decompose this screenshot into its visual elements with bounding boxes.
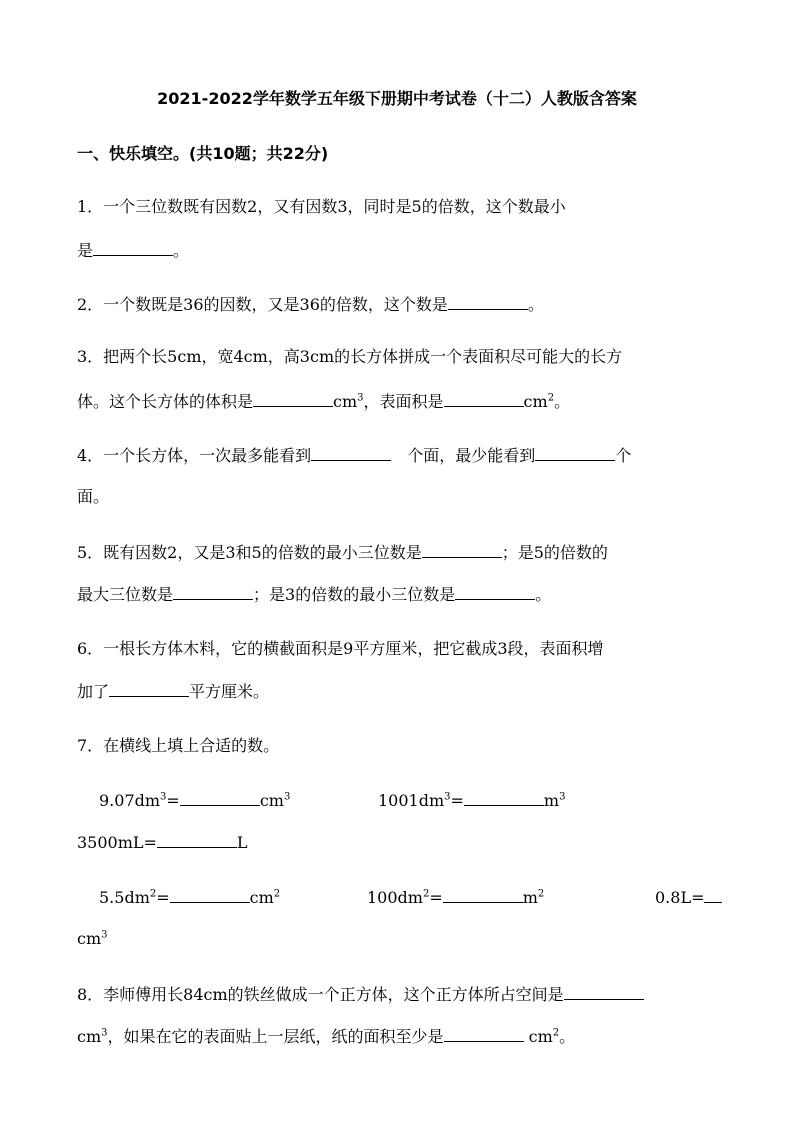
answer-blank[interactable] [170,886,250,903]
answer-blank[interactable] [180,789,260,806]
answer-blank[interactable] [109,680,189,697]
answer-blank[interactable] [157,831,237,848]
answer-blank[interactable] [311,444,391,461]
conversion-2: $1001dm^3= m^3$ [378,791,566,810]
question-5-cont: 最大三位数是 ；是3的倍数的最小三位数是 。 [77,585,552,604]
conversion-4: $5.5dm^2= cm^2$ [99,888,281,907]
question-2: 2．一个数既是36的因数，又是36的倍数，这个数是 。 [77,295,544,314]
answer-blank[interactable] [443,886,523,903]
page-title: 2021-2022学年数学五年级下册期中考试卷（十二）人教版含答案 [157,89,637,108]
section-heading: 一、快乐填空。(共10题；共22分) [77,144,329,163]
question-6: 6．一根长方体木料，它的横截面积是9平方厘米，把它截成3段，表面积增 [77,639,604,658]
answer-blank[interactable] [253,390,333,407]
answer-blank[interactable] [455,583,535,600]
question-3: 3．把两个长5cm，宽4cm，高3cm的长方体拼成一个表面积尽可能大的长方 [77,347,623,366]
question-6-cont: 加了 平方厘米。 [77,682,270,701]
conversion-3: 3500mL= L [77,833,248,852]
conversion-1: $9.07dm^3= cm^3$ [99,791,291,810]
answer-blank[interactable] [173,583,253,600]
answer-blank[interactable] [704,886,722,903]
question-7: 7．在横线上填上合适的数。 [77,736,280,755]
answer-blank[interactable] [564,983,644,1000]
answer-blank[interactable] [422,541,502,558]
question-1-cont: 是 。 [77,241,190,260]
conversion-5: $100dm^2= m^2$ [367,888,545,907]
question-3-cont: 体。这个长方体的体积是 $cm^3$，表面积是 $cm^2$。 [77,392,571,411]
answer-blank[interactable] [93,239,173,256]
question-1: 1．一个三位数既有因数2，又有因数3，同时是5的倍数，这个数最小 [77,197,566,216]
question-5: 5．既有因数2，又是3和5的倍数的最小三位数是 ；是5的倍数的 [77,543,608,562]
answer-blank[interactable] [444,1025,524,1042]
question-8-cont: $cm^3$，如果在它的表面贴上一层纸，纸的面积至少是 $cm^2$。 [77,1027,576,1046]
answer-blank[interactable] [448,293,528,310]
answer-blank[interactable] [535,444,615,461]
conversion-6: 0.8L= [655,886,722,909]
answer-blank[interactable] [464,789,544,806]
question-8: 8．李师傅用长84cm的铁丝做成一个正方体，这个正方体所占空间是 [77,983,644,1006]
answer-blank[interactable] [444,390,524,407]
question-4: 4．一个长方体，一次最多能看到 个面，最少能看到 个 [77,446,632,465]
question-4-cont: 面。 [77,487,110,506]
conversion-6-unit: $cm^3$ [77,929,108,948]
